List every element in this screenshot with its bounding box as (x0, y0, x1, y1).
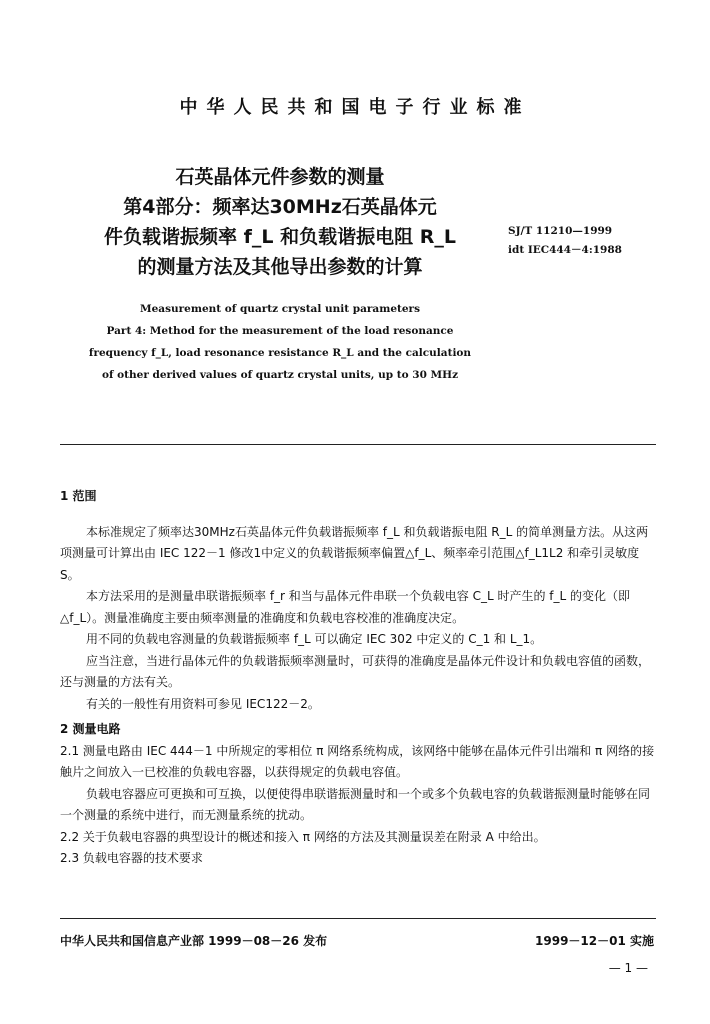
chinese-title-line-3: 件负载谐振频率 f_L 和负载谐振电阻 R_L (104, 226, 456, 248)
issue-statement: 中华人民共和国信息产业部 1999－08－26 发布 (60, 934, 328, 948)
paragraph: 应当注意，当进行晶体元件的负载谐振频率测量时，可获得的准确度是晶体元件设计和负载电容值的函数，还与测量的方法有关。 (60, 653, 651, 689)
standard-code: SJ/T 11210—1999 (508, 225, 613, 237)
section-2-heading: 2 测量电路 (60, 722, 121, 736)
document-body (60, 482, 656, 870)
english-title (60, 298, 500, 386)
english-title-line-3: frequency f_L, load resonance resistance R_L and the calculation (88, 347, 472, 359)
section-1-heading: 1 范围 (60, 489, 97, 503)
chinese-title-line-2: 第4部分：频率达30MHz石英晶体元 (123, 196, 437, 218)
bottom-divider (60, 918, 656, 919)
paragraph: 负载电容器应可更换和可互换，以便使得串联谐振测量时和一个或多个负载电容的负载谐振测量时能够在同一个测量的系统中进行，而无测量系统的扰动。 (60, 786, 651, 822)
chinese-title-line-4: 的测量方法及其他导出参数的计算 (137, 256, 423, 278)
standard-header: 中华人民共和国电子行业标准 (179, 97, 531, 118)
english-title-line-4: of other derived values of quartz crystal units, up to 30 MHz (101, 369, 459, 381)
chinese-title-line-1: 石英晶体元件参数的测量 (175, 166, 385, 188)
standard-number (508, 222, 622, 260)
english-title-line-2: Part 4: Method for the measurement of the load resonance (106, 325, 454, 337)
paragraph: 用不同的负载电容测量的负载谐振频率 f_L 可以确定 IEC 302 中定义的 C_1 和 L_1。 (86, 632, 543, 646)
paragraph: 本标准规定了频率达30MHz石英晶体元件负载谐振频率 f_L 和负载谐振电阻 R_L 的简单测量方法。从这两项测量可计算出由 IEC 122－1 修改1中定义的负载谐振频率偏置△f_L、频率牵引范围△f_L1L2 和牵引灵敏度 S。 (60, 524, 649, 582)
page-number: — 1 — (608, 961, 648, 975)
chinese-title (70, 162, 490, 282)
clause-2-1: 2.1 测量电路由 IEC 444－1 中所规定的零相位 π 网络系统构成，该网络中能够在晶体元件引出端和 π 网络的接触片之间放入一已校准的负载电容器，以获得规定的负载电容值。 (60, 743, 655, 779)
english-title-line-1: Measurement of quartz crystal unit parameters (140, 303, 420, 315)
paragraph: 本方法采用的是测量串联谐振频率 f_r 和当与晶体元件串联一个负载电容 C_L 时产生的 f_L 的变化（即△f_L）。测量准确度主要由频率测量的准确度和负载电容校准的准确度决定。 (60, 589, 631, 625)
top-divider (60, 444, 656, 445)
clause-2-3: 2.3 负载电容器的技术要求 (60, 851, 203, 865)
standard-equivalent: idt IEC444－4:1988 (508, 244, 622, 256)
paragraph: 有关的一般性有用资料可参见 IEC122－2。 (86, 696, 320, 711)
clause-2-2: 2.2 关于负载电容器的典型设计的概述和接入 π 网络的方法及其测量误差在附录 A 中给出。 (60, 829, 546, 844)
effective-date: 1999－12－01 实施 (535, 934, 654, 948)
